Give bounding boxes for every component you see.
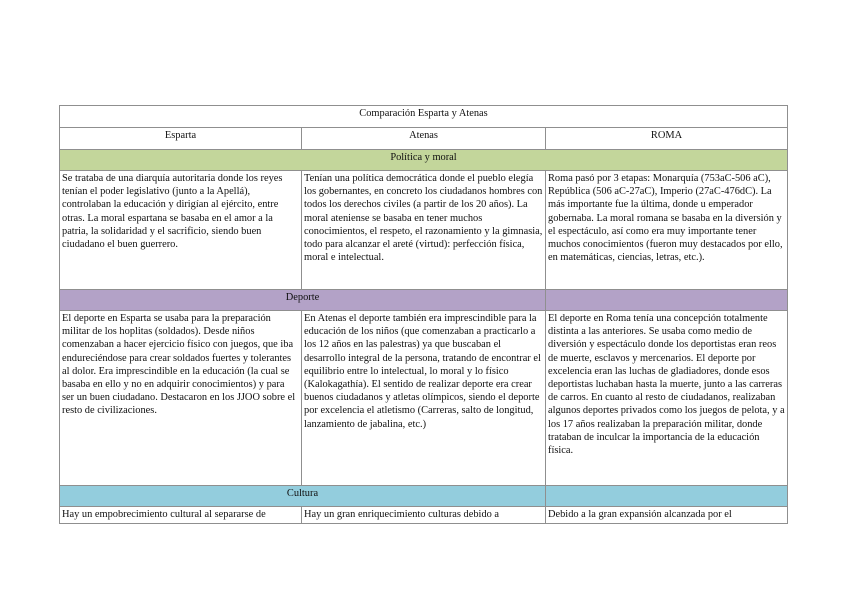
section-row-deporte — [60, 290, 788, 311]
cell-deporte-roma: El deporte en Roma tenía una concepción totalmente distinta a las anteriores. Se usaba como medio de diversión y espectáculo donde los deportistas eran reos de muerte, esclavos y mercenarios. El deporte por excelencia eran las luchas de gladiadores, donde esos deportistas luchaban hasta la muerte, junto a las carreras de carros. En cuanto al resto de ciudadanos, realizaban algunos deportes privados como los juegos de pelota, y a los 17 años realizaban la preparación militar, donde trataban de inculcar la importancia de la educación física. — [546, 311, 788, 486]
column-header-esparta: Esparta — [60, 128, 302, 150]
cell-politica-esparta: Se trataba de una diarquía autoritaria donde los reyes tenían el poder legislativo (junto a la Apellá), controlaban la educación y dirigían al ejército, entre otras. La moral espartana se basaba en el amor a la patria, la solidaridad y el sacrificio, siendo buen ciudadano el buen guerrero. — [60, 171, 302, 290]
table-title: Comparación Esparta y Atenas — [60, 106, 788, 128]
cell-deporte-esparta: El deporte en Esparta se usaba para la preparación militar de los hoplitas (soldados). Desde niños comenzaban a hacer ejercicio físico con juegos, que iba endureciéndose para crear soldados fuertes y tolerantes al dolor. Era imprescindible en la educación (la cual se basaba en ello y no en adquirir conocimientos) y para ser un buen ciudadano. Destacaron en los JJOO sobre el resto de civilizaciones. — [60, 311, 302, 486]
table-row-cultura — [60, 507, 788, 524]
section-heading-politica: Política y moral — [60, 150, 788, 171]
cell-politica-roma: Roma pasó por 3 etapas: Monarquía (753aC-506 aC), República (506 aC-27aC), Imperio (27aC-476dC). La más importante fue la última, donde u emperador gobernaba. La moral romana se basaba en la diversión y el espectáculo, así como era muy importante tener muchos conocimientos (fueron muy destacados por ello, en matemáticas, ciencias, letras, etc.). — [546, 171, 788, 290]
section-heading-cultura-empty — [546, 486, 788, 507]
section-row-politica — [60, 150, 788, 171]
cell-cultura-roma: Debido a la gran expansión alcanzada por el — [546, 507, 788, 524]
table-row-deporte — [60, 311, 788, 486]
section-row-cultura — [60, 486, 788, 507]
cell-politica-atenas: Tenían una política democrática donde el pueblo elegía los gobernantes, en concreto los ciudadanos hombres con todos los derechos civiles (a partir de los 20 años). La moral ateniense se basaba en tener muchos conocimientos, el respeto, el razonamiento y la gimnasia, todo para alcanzar el areté (virtud): perfección física, moral e intelectual. — [302, 171, 546, 290]
column-header-roma: ROMA — [546, 128, 788, 150]
header-row — [60, 128, 788, 150]
section-heading-deporte: Deporte — [60, 290, 546, 311]
table-row-politica — [60, 171, 788, 290]
section-heading-deporte-empty — [546, 290, 788, 311]
comparison-table — [59, 105, 788, 524]
column-header-atenas: Atenas — [302, 128, 546, 150]
cell-deporte-atenas: En Atenas el deporte también era imprescindible para la educación de los niños (que comenzaban a practicarlo a los 12 años en las palestras) ya que buscaban el desarrollo integral de la persona, tratando de encontrar el equilibrio entre lo intelectual, lo moral y lo físico (Kalokagathía). El sentido de realizar deporte era crear buenos ciudadanos y atletas olímpicos, siendo el deporte por excelencia el atletismo (Carreras, salto de longitud, lanzamiento de jabalina, etc.) — [302, 311, 546, 486]
title-row — [60, 106, 788, 128]
cell-cultura-esparta: Hay un empobrecimiento cultural al separarse de — [60, 507, 302, 524]
cell-cultura-atenas: Hay un gran enriquecimiento culturas debido a — [302, 507, 546, 524]
section-heading-cultura: Cultura — [60, 486, 546, 507]
